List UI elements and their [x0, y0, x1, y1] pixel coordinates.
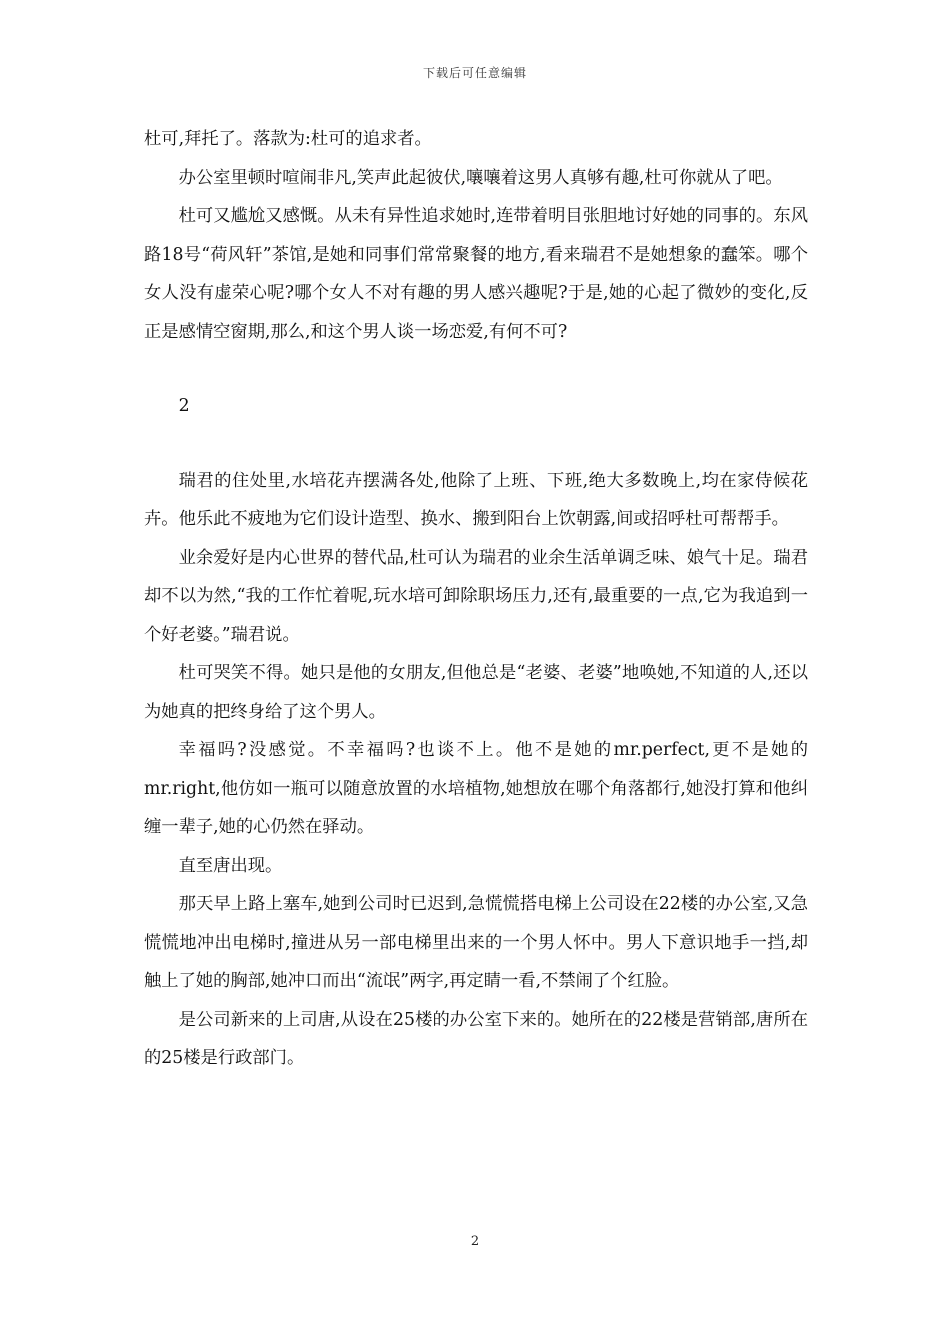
section-number: 2: [178, 396, 190, 416]
paragraph: 瑞君的住处里,水培花卉摆满各处,他除了上班、下班,绝大多数晚上,均在家侍候花卉。他乐此不疲地为它们设计造型、换水、搬到阳台上饮朝露,间或招呼杜可帮帮手。: [144, 470, 808, 529]
paragraph: 办公室里顿时喧闹非凡,笑声此起彼伏,嚷嚷着这男人真够有趣,杜可你就从了吧。: [178, 167, 783, 188]
paragraph: 杜可,拜托了。落款为:杜可的追求者。: [144, 129, 432, 149]
page-number: 2: [470, 1234, 480, 1249]
document-body: [144, 120, 808, 1078]
paragraph: 业余爱好是内心世界的替代品,杜可认为瑞君的业余生活单调乏味、娘气十足。瑞君却不以为然,“我的工作忙着呢,玩水培可卸除职场压力,还有,最重要的一点,它为我追到一个好老婆。”瑞君说。: [144, 547, 808, 645]
paragraph: 杜可哭笑不得。她只是他的女朋友,但他总是“老婆、老婆”地唤她,不知道的人,还以为她真的把终身给了这个男人。: [144, 663, 808, 722]
paragraph: 是公司新来的上司唐,从设在25楼的办公室下来的。她所在的22楼是营销部,唐所在的25楼是行政部门。: [144, 1009, 808, 1068]
paragraph: 杜可又尴尬又感慨。从未有异性追求她时,连带着明目张胆地讨好她的同事的。东风路18号“荷风轩”茶馆,是她和同事们常常聚餐的地方,看来瑞君不是她想象的蠢笨。哪个女人没有虚荣心呢?哪个女人不对有趣的男人感兴趣呢?于是,她的心起了微妙的变化,反正是感情空窗期,那么,和这个男人谈一场恋爱,有何不可?: [144, 206, 808, 342]
paragraph: 那天早上路上塞车,她到公司时已迟到,急慌慌搭电梯上公司设在22楼的办公室,又急慌慌地冲出电梯时,撞进从另一部电梯里出来的一个男人怀中。男人下意识地手一挡,却触上了她的胸部,她冲口而出“流氓”两字,再定睛一看,不禁闹了个红脸。: [144, 894, 808, 991]
paragraph: 幸福吗?没感觉。不幸福吗?也谈不上。他不是她的mr.perfect,更不是她的mr.right,他仿如一瓶可以随意放置的水培植物,她想放在哪个角落都行,她没打算和他纠缠一辈子,她的心仍然在驿动。: [144, 740, 808, 837]
page-header: 下载后可任意编辑: [422, 66, 527, 80]
paragraph: 直至唐出现。: [178, 855, 283, 876]
